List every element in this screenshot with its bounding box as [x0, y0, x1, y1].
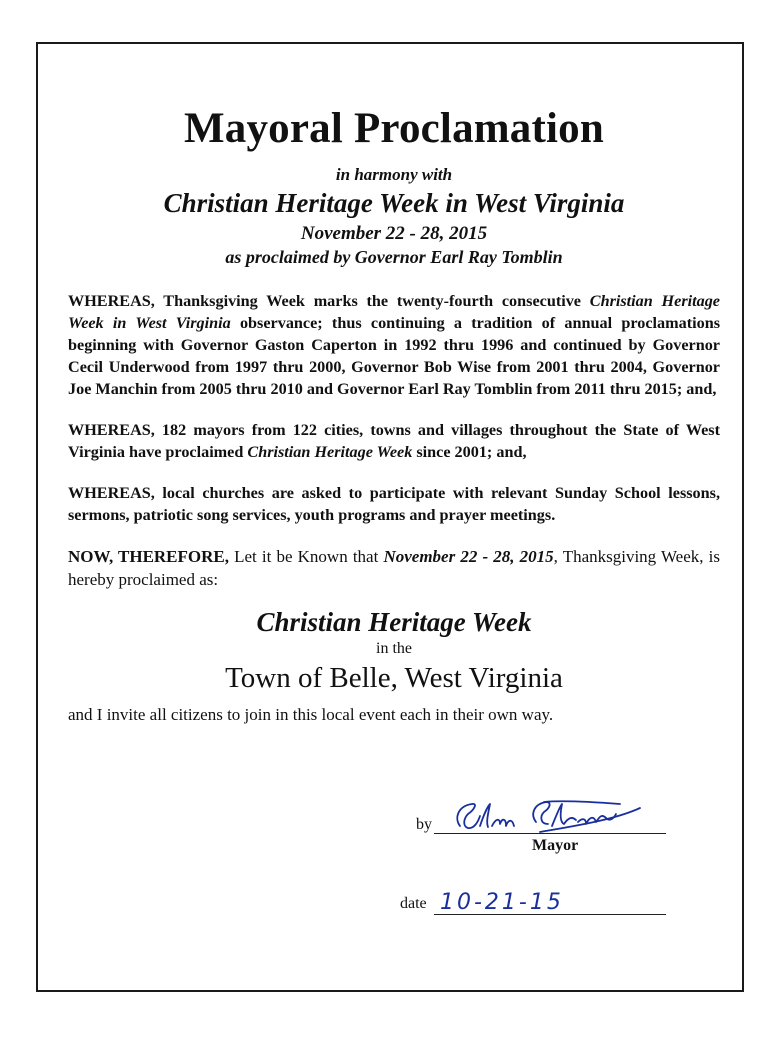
signature-line [434, 833, 666, 834]
date-range: November 22 - 28, 2015 [300, 223, 488, 244]
subtitle-small: in harmony with [335, 165, 453, 184]
subtitle-large: Christian Heritage Week in West Virginia [163, 188, 625, 218]
now-therefore-middle: Let it be Known that [229, 547, 384, 566]
by-label: by [416, 816, 432, 833]
heading-week: Christian Heritage Week [256, 607, 532, 637]
whereas-1-rest: observance; thus continuing a tradition of annual proclamations beginning with Governor Gaston Caperton in 1992 thru 1996 and continued by Governor Cecil Underwood from 1997 thru 2000, Governor Bob Wise from 2001 thru 2004, Governor Joe Manchin from 2005 thru 2010 and Governor Earl Ray Tomblin from 2011 thru 2015; and, [68, 314, 721, 398]
now-therefore-lead: NOW, THEREFORE, [68, 547, 229, 566]
whereas-paragraph-3: WHEREAS, local churches are asked to participate with relevant Sunday School lessons, sermons, patriotic song services, youth programs and prayer meetings. [68, 484, 720, 524]
date-label: date [400, 895, 427, 912]
proclaimed-by: as proclaimed by Governor Earl Ray Tomblin [225, 247, 563, 267]
whereas-1-lead: WHEREAS, Thanksgiving Week marks the twenty-fourth consecutive [68, 292, 590, 310]
whereas-1-emphasis: Christian Heritage Week in West Virginia [68, 292, 720, 332]
whereas-2-rest: since 2001; and, [412, 443, 527, 461]
date-line [434, 914, 666, 915]
page-title: Mayoral Proclamation [184, 105, 604, 152]
document-border [36, 42, 744, 992]
now-therefore-emphasis: November 22 - 28, 2015 [383, 547, 554, 566]
mayor-label: Mayor [532, 837, 579, 854]
whereas-2-lead: WHEREAS, 182 mayors from 122 cities, towns and villages throughout the State of West Virginia have proclaimed [68, 421, 720, 461]
town-name: Town of Belle, West Virginia [225, 662, 563, 694]
handwritten-date: 10-21-15 [440, 890, 564, 915]
now-therefore-rest: , Thanksgiving Week, is hereby proclaimed as: [68, 547, 720, 589]
in-the-label: in the [376, 640, 412, 657]
signature-block [38, 44, 746, 994]
whereas-2-emphasis: Christian Heritage Week [247, 443, 413, 461]
invite-line: and I invite all citizens to join in this local event each in their own way. [68, 705, 554, 724]
